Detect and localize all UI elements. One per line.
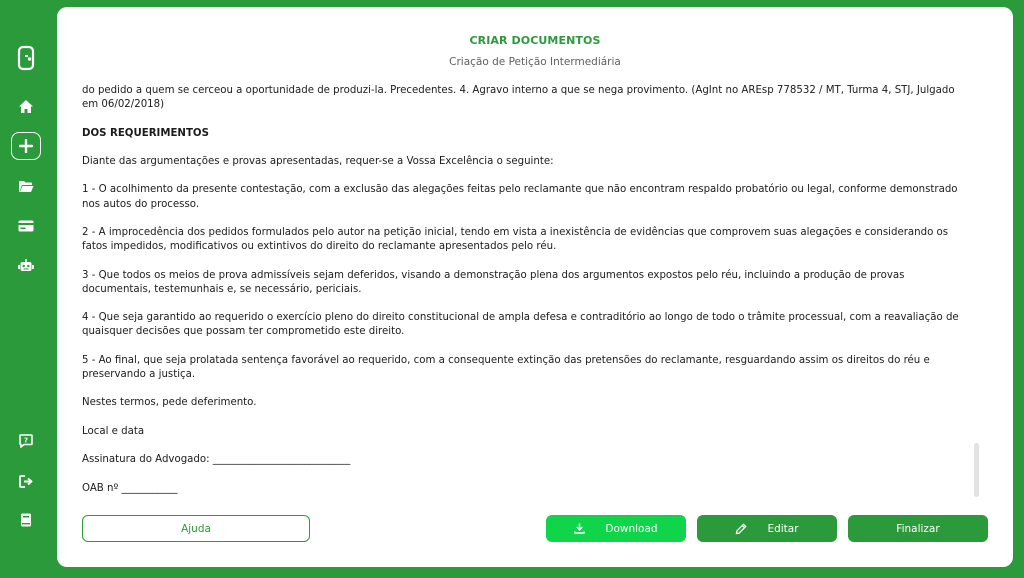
doc-paragraph: Assinatura do Advogado: ___________________________ xyxy=(82,454,351,466)
download-icon xyxy=(574,523,585,534)
help-icon[interactable] xyxy=(11,427,41,455)
doc-paragraph: Nestes termos, pede deferimento. xyxy=(82,397,257,409)
book-icon[interactable] xyxy=(11,506,41,534)
help-button-label: Ajuda xyxy=(181,522,211,535)
add-icon[interactable] xyxy=(11,132,41,160)
svg-text:?: ? xyxy=(23,436,29,445)
doc-paragraph: 4 - Que seja garantido ao requerido o exercício pleno do direito constitucional de ampla defesa e contraditório ao longo de todo o trâmite processual, com a reavaliação de quaisquer decisões que possam ter comprometido este direito. xyxy=(82,312,959,338)
logo-icon[interactable] xyxy=(11,44,41,72)
finish-button-label: Finalizar xyxy=(896,522,940,535)
document-content[interactable] xyxy=(82,84,962,498)
home-icon[interactable] xyxy=(11,92,41,120)
doc-paragraph: Local e data xyxy=(82,425,145,437)
folder-icon[interactable] xyxy=(11,172,41,200)
card-icon[interactable] xyxy=(11,212,41,240)
main-panel xyxy=(57,7,1013,567)
doc-paragraph: 5 - Ao final, que seja prolatada sentença favorável ao requerido, com a consequente extinção das pretensões do reclamante, resguardando assim os direitos do réu e preservando a justiça. xyxy=(82,354,930,380)
doc-paragraph: 2 - A improcedência dos pedidos formulados pelo autor na petição inicial, tendo em vista a inexistência de evidências que comprovem suas alegações e considerando os fatos impedidos, modificativos ou extintivos do direito do reclamante apresentados pelo réu. xyxy=(82,226,949,253)
edit-button-label: Editar xyxy=(767,522,799,535)
logout-icon[interactable] xyxy=(11,467,41,495)
page-title: CRIAR DOCUMENTOS xyxy=(469,34,601,47)
robot-icon[interactable] xyxy=(11,252,41,280)
page-subtitle: Criação de Petição Intermediária xyxy=(449,56,621,68)
download-button-label: Download xyxy=(605,522,658,535)
doc-heading: DOS REQUERIMENTOS xyxy=(82,127,209,139)
download-button[interactable] xyxy=(546,515,686,542)
doc-paragraph: 3 - Que todos os meios de prova admissíveis sejam deferidos, visando a demonstração plena dos argumentos expostos pelo réu, incluindo a produção de provas documentais, testemunhais e, se necessário, periciais. xyxy=(82,269,905,295)
pencil-icon xyxy=(735,523,747,535)
doc-paragraph: 1 - O acolhimento da presente contestação, com a exclusão das alegações feitas pelo reclamante que não encontram respaldo probatório ou legal, conforme demonstrado nos autos do processo. xyxy=(82,184,958,210)
doc-paragraph: OAB nº ___________ xyxy=(82,482,178,494)
finish-button[interactable] xyxy=(848,515,988,542)
document-scrollbar[interactable] xyxy=(974,443,979,497)
sidebar xyxy=(0,0,56,578)
doc-paragraph: do pedido a quem se cerceou a oportunidade de produzi-la. Precedentes. 4. Agravo interno a que se nega provimento. (AgInt no AREsp 778532 / MT, Turma 4, STJ, Julgado em 06/02/2018) xyxy=(82,85,955,111)
doc-paragraph: Diante das argumentações e provas apresentadas, requer-se a Vossa Excelência o seguinte: xyxy=(82,155,554,167)
help-button[interactable] xyxy=(82,515,310,542)
edit-button[interactable] xyxy=(697,515,837,542)
